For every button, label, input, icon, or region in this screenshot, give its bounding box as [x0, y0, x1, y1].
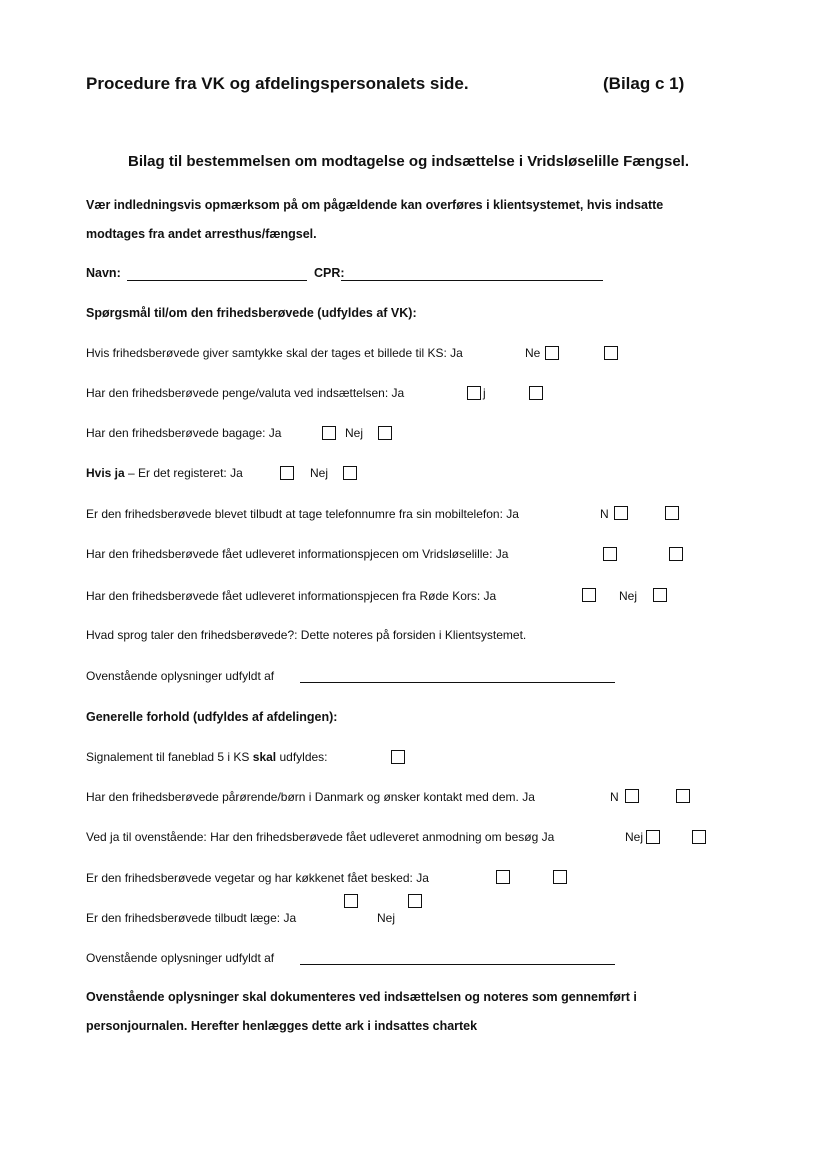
- question-description-tab: Signalement til faneblad 5 i KS skal udfyldes:: [86, 750, 328, 764]
- no-label: Nej: [345, 426, 364, 440]
- no-label: N: [600, 507, 609, 521]
- question-visit-request: Ved ja til ovenstående: Har den frihedsberøvede fået udleveret anmodning om besøg Ja: [86, 830, 555, 844]
- name-field[interactable]: [127, 280, 307, 281]
- no-label: Ne: [525, 346, 541, 360]
- checkbox-visit-no[interactable]: [692, 830, 706, 844]
- question-luggage-registered: Hvis ja – Er det registeret: Ja: [86, 466, 243, 480]
- checkbox-relatives-no[interactable]: [676, 789, 690, 803]
- checkbox-money-yes[interactable]: [467, 386, 481, 400]
- question-photo-consent: Hvis frihedsberøvede giver samtykke skal der tages et billede til KS: Ja: [86, 346, 463, 360]
- checkbox-photo-consent-no[interactable]: [604, 346, 618, 360]
- name-label: Navn:: [86, 266, 121, 280]
- footer-text-line-1: Ovenstående oplysninger skal dokumenteres ved indsættelsen og noteres som gennemført i: [86, 990, 637, 1004]
- checkbox-photo-consent-yes[interactable]: [545, 346, 559, 360]
- filled-by-field-section-1[interactable]: [300, 682, 615, 683]
- section-1-heading: Spørgsmål til/om den frihedsberøvede (udfyldes af VK):: [86, 306, 417, 320]
- checkbox-vegetarian-yes[interactable]: [496, 870, 510, 884]
- checkbox-registered-no[interactable]: [343, 466, 357, 480]
- no-label: Nej: [625, 830, 644, 844]
- checkbox-vegetarian-no[interactable]: [553, 870, 567, 884]
- question-info-brochure-red-cross: Har den frihedsberøvede fået udleveret informationspjecen fra Røde Kors: Ja: [86, 589, 497, 603]
- document-title: Procedure fra VK og afdelingspersonalets side.: [86, 74, 469, 93]
- checkbox-doctor-no[interactable]: [408, 894, 422, 908]
- checkbox-brochure-no[interactable]: [669, 547, 683, 561]
- question-vegetarian: Er den frihedsberøvede vegetar og har køkkenet fået besked: Ja: [86, 871, 429, 885]
- question-luggage: Har den frihedsberøvede bagage: Ja: [86, 426, 282, 440]
- cpr-field[interactable]: [341, 280, 603, 281]
- filled-by-label: Ovenstående oplysninger udfyldt af: [86, 669, 275, 683]
- question-money-currency: Har den frihedsberøvede penge/valuta ved indsættelsen: Ja: [86, 386, 405, 400]
- question-phone-numbers: Er den frihedsberøvede blevet tilbudt at tage telefonnumre fra sin mobiltelefon: Ja: [86, 507, 519, 521]
- no-label: Nej: [310, 466, 329, 480]
- intro-text-line-2: modtages fra andet arresthus/fængsel.: [86, 227, 317, 241]
- checkbox-red-cross-yes[interactable]: [582, 588, 596, 602]
- no-label: Nej: [377, 911, 396, 925]
- no-label: N: [610, 790, 619, 804]
- no-label: j: [483, 386, 486, 400]
- checkbox-money-no[interactable]: [529, 386, 543, 400]
- footer-text-line-2: personjournalen. Herefter henlægges dette ark i indsattes chartek: [86, 1019, 478, 1033]
- question-relatives-contact: Har den frihedsberøvede pårørende/børn i Danmark og ønsker kontakt med dem. Ja: [86, 790, 535, 804]
- intro-text-line-1: Vær indledningsvis opmærksom på om pågældende kan overføres i klientsystemet, hvis indsatte: [86, 198, 664, 212]
- filled-by-field-section-2[interactable]: [300, 964, 615, 965]
- checkbox-registered-yes[interactable]: [280, 466, 294, 480]
- checkbox-luggage-no[interactable]: [378, 426, 392, 440]
- checkbox-red-cross-no[interactable]: [653, 588, 667, 602]
- filled-by-label: Ovenstående oplysninger udfyldt af: [86, 951, 275, 965]
- section-2-heading: Generelle forhold (udfyldes af afdelingen):: [86, 710, 338, 724]
- question-language: Hvad sprog taler den frihedsberøvede?: Dette noteres på forsiden i Klientsystemet.: [86, 628, 527, 642]
- checkbox-luggage-yes[interactable]: [322, 426, 336, 440]
- no-label: Nej: [619, 589, 638, 603]
- appendix-reference: (Bilag c 1): [603, 74, 685, 93]
- checkbox-description-done[interactable]: [391, 750, 405, 764]
- checkbox-brochure-yes[interactable]: [603, 547, 617, 561]
- checkbox-phone-no[interactable]: [665, 506, 679, 520]
- question-info-brochure-vridsloselille: Har den frihedsberøvede fået udleveret informationspjecen om Vridsløselille: Ja: [86, 547, 509, 561]
- checkbox-doctor-yes[interactable]: [344, 894, 358, 908]
- checkbox-visit-yes[interactable]: [646, 830, 660, 844]
- checkbox-phone-yes[interactable]: [614, 506, 628, 520]
- checkbox-relatives-yes[interactable]: [625, 789, 639, 803]
- question-doctor-offered: Er den frihedsberøvede tilbudt læge: Ja: [86, 911, 297, 925]
- cpr-label: CPR:: [314, 266, 345, 280]
- document-subtitle: Bilag til bestemmelsen om modtagelse og indsættelse i Vridsløselille Fængsel.: [128, 153, 689, 170]
